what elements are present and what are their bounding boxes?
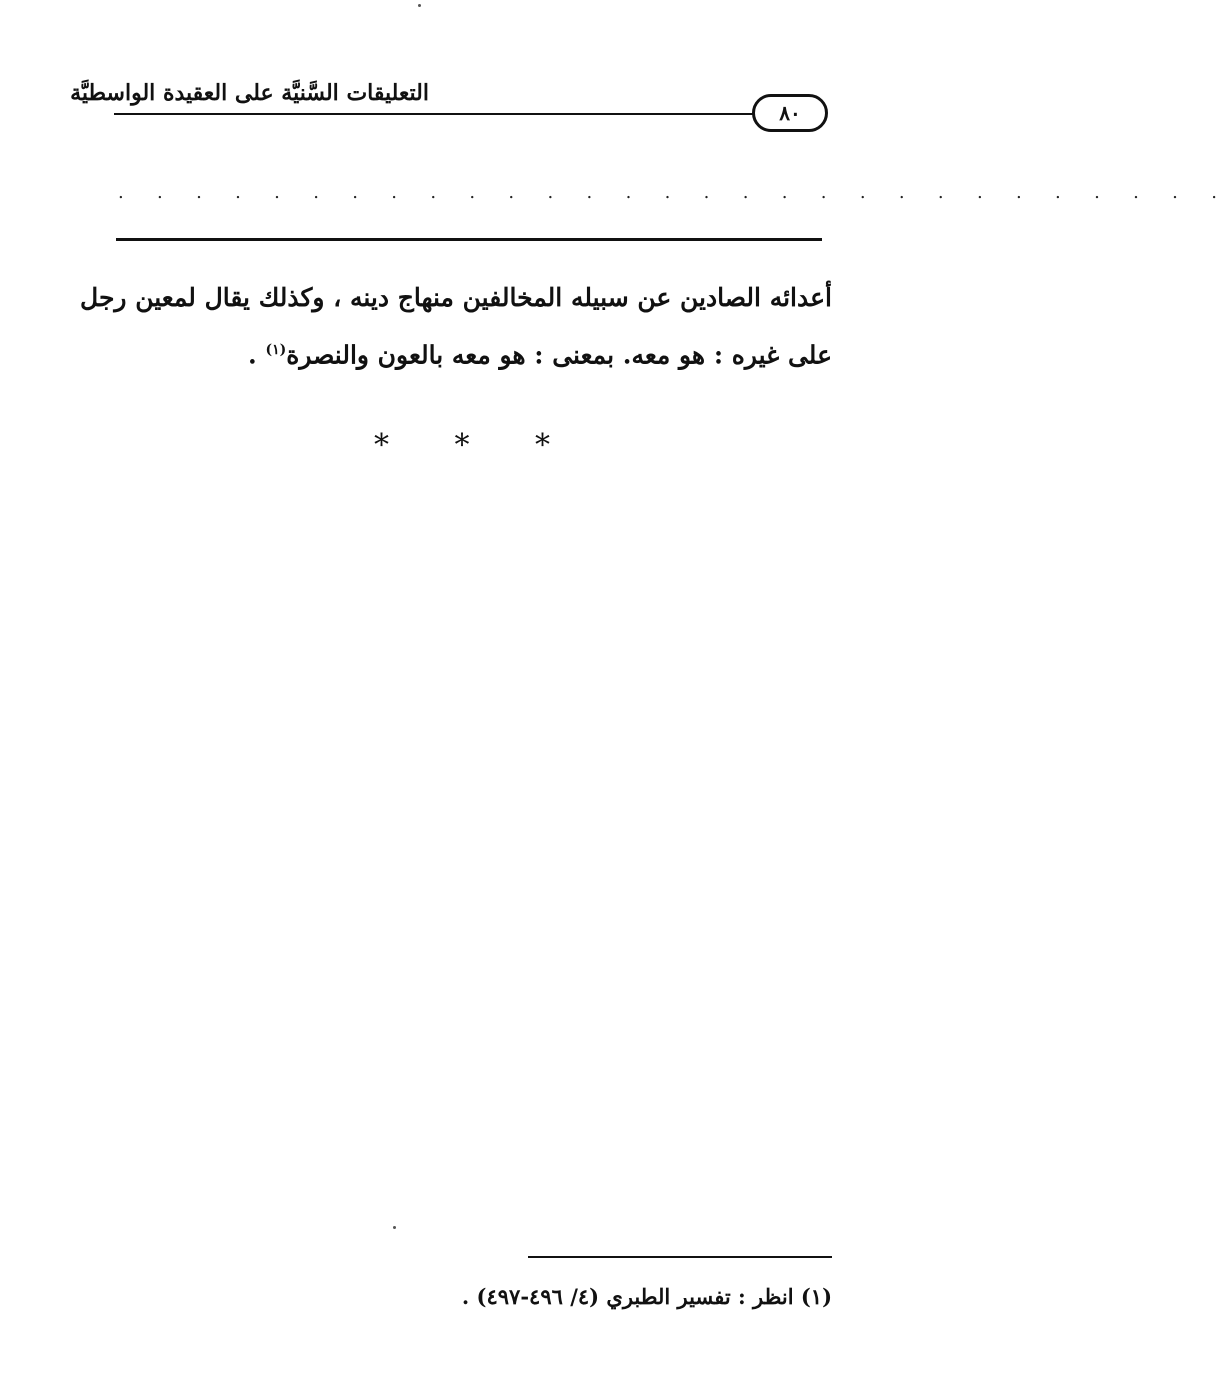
body-paragraph: [80, 272, 832, 381]
scan-speck: [393, 1226, 396, 1229]
body-line-2-end: .: [248, 340, 266, 370]
footnote-rule: [528, 1256, 832, 1258]
scan-speck: [418, 4, 421, 7]
footnote: (١) انظر : تفسير الطبري (٤/ ٤٩٦-٤٩٧) .: [461, 1284, 832, 1309]
footnote-reference: (١): [265, 342, 287, 358]
body-line-2-text: على غيره : هو معه. بمعنى : هو معه بالعون والنصرة: [286, 340, 832, 370]
page-number-badge: [752, 94, 828, 132]
body-line-1: أعدائه الصادين عن سبيله المخالفين منهاج دينه ، وكذلك يقال لمعين رجل: [80, 283, 832, 312]
body-line-2: [112, 324, 832, 381]
header-rule: [114, 113, 754, 115]
section-break-asterisks: * * *: [373, 428, 579, 463]
section-rule: [116, 238, 822, 241]
dotted-separator: . . . . . . . . . . . . . . . . . . . . . . . . . . . . .: [118, 182, 1231, 203]
running-title: التعليقات السَّنيَّة على العقيدة الواسطيَّة: [70, 80, 429, 106]
page-number: ٨٠: [779, 101, 801, 125]
